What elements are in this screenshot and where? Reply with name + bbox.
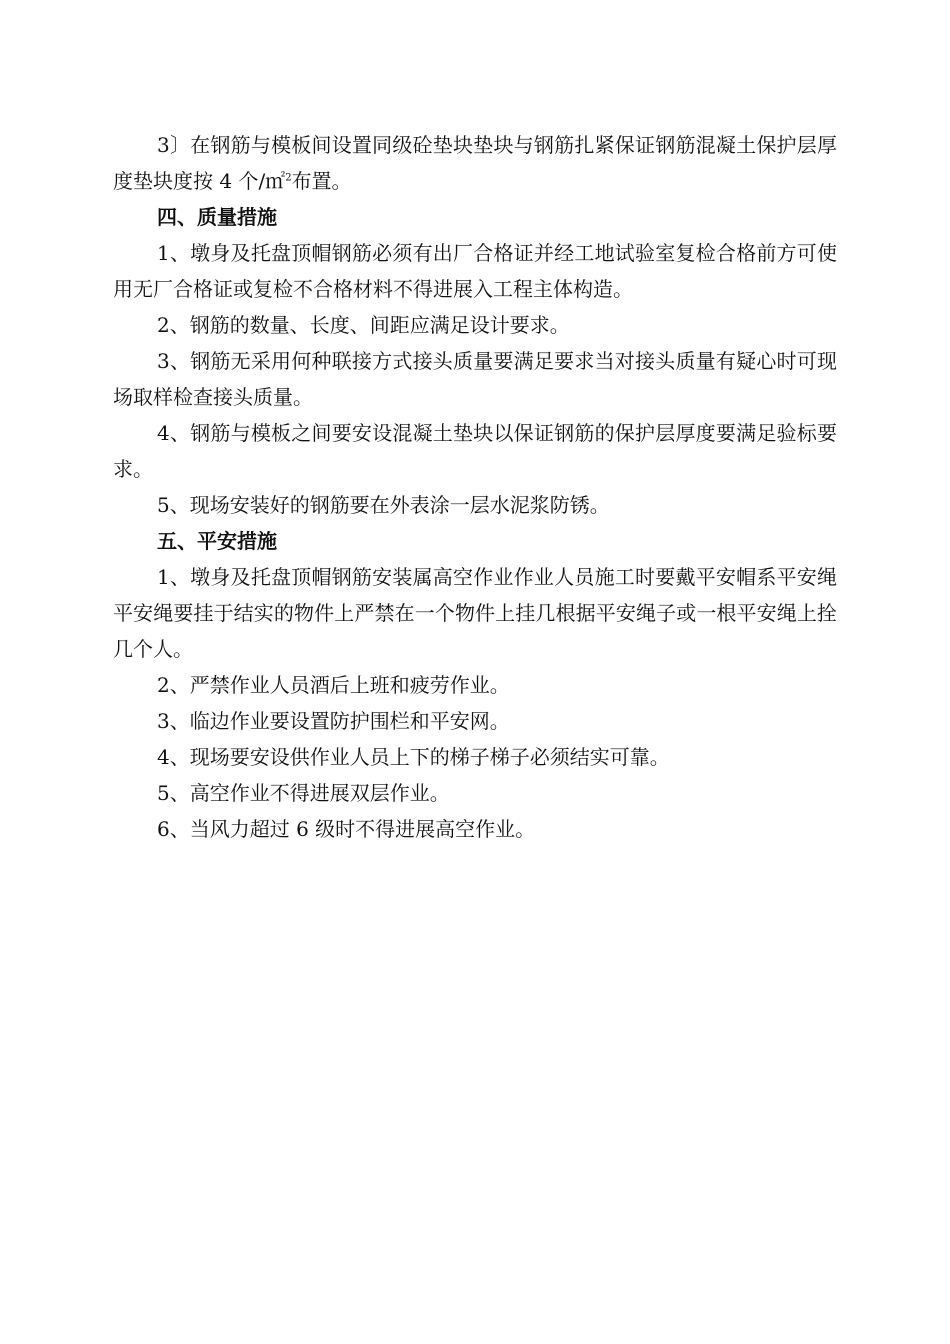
safety-item-5: 5、高空作业不得进展双层作业。	[157, 781, 450, 805]
superscript-2: 2	[285, 172, 292, 184]
safety-item-4: 4、现场要安设供作业人员上下的梯子梯子必须结实可靠。	[157, 745, 670, 769]
section-heading-quality: 四、质量措施	[157, 205, 277, 229]
safety-item-3: 3、临边作业要设置防护围栏和平安网。	[157, 709, 510, 733]
paragraph-text: 3〕在钢筋与模板间设置同级砼垫块垫块与钢筋扎紧保证钢筋混凝土保护层厚度垫块度按 4 个/㎡	[113, 133, 837, 193]
safety-item-2: 2、严禁作业人员酒后上班和疲劳作业。	[157, 673, 510, 697]
safety-item-1: 1、墩身及托盘顶帽钢筋安装属高空作业作业人员施工时要戴平安帽系平安绳平安绳要挂于结实的物件上严禁在一个物件上挂几根据平安绳子或一根平安绳上拴几个人。	[113, 565, 837, 661]
quality-item-5: 5、现场安装好的钢筋要在外表涂一层水泥浆防锈。	[157, 493, 610, 517]
quality-item-1: 1、墩身及托盘顶帽钢筋必须有出厂合格证并经工地试验室复检合格前方可使用无厂合格证或复检不合格材料不得进展入工程主体构造。	[113, 241, 837, 301]
quality-item-2: 2、钢筋的数量、长度、间距应满足设计要求。	[157, 313, 570, 337]
paragraph-item-3-spacer-blocks	[113, 127, 837, 199]
safety-item-6: 6、当风力超过 6 级时不得进展高空作业。	[157, 817, 536, 841]
quality-item-4: 4、钢筋与模板之间要安设混凝土垫块以保证钢筋的保护层厚度要满足验标要求。	[113, 421, 837, 481]
paragraph-text-end: 布置。	[291, 169, 352, 193]
quality-item-3: 3、钢筋无采用何种联接方式接头质量要满足要求当对接头质量有疑心时可现场取样检查接头质量。	[113, 349, 837, 409]
document-body	[113, 127, 837, 847]
section-heading-safety: 五、平安措施	[157, 529, 277, 553]
